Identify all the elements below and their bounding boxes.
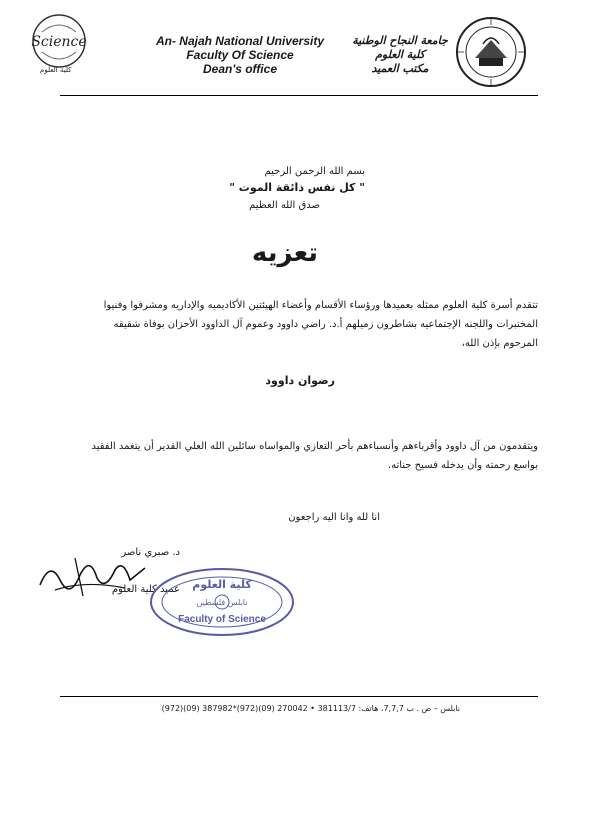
science-logo-word: Science xyxy=(31,34,87,50)
stamp-bottom-text: Faculty of Science xyxy=(178,614,266,625)
faculty-stamp-icon xyxy=(148,566,296,638)
office-name-ar: مكتب العميد xyxy=(371,62,429,75)
header-divider xyxy=(60,95,538,96)
stamp-middle-text: نابلس فلسطين xyxy=(196,598,248,607)
quran-verse: " كل نفس ذائقة الموت " xyxy=(229,181,365,194)
closing-phrase: انا لله وانا اليه راجعون xyxy=(288,512,380,523)
science-logo-icon xyxy=(30,12,88,70)
condolence-paragraph-2: ويتقدمون من آل داوود وأقرباءهم وأنسباءهم بأحر التعازي والمواساه سائلين الله العلي القدير أن يتغمد الفقيد بواسع رحمته وأن يدخله فسيح جناته. xyxy=(91,441,538,471)
footer-divider xyxy=(60,696,538,697)
signer-name: د. صبري ناصر xyxy=(121,547,180,558)
footer-contact: نابلس – ص . ب 7,7,7، هاتف: 381113/7 • 270042 (09)(972)*387982 (09)(972) xyxy=(161,704,460,713)
basmala: بسم الله الرحمن الرحيم xyxy=(264,166,365,177)
condolence-paragraph-1: تتقدم أسرة كلية العلوم ممثله بعميدها ورؤساء الأقسام وأعضاء الهيئتين الأكاديميه والإداريه ومشرفوا وفنيوا المختبرات واللجنه الإجتماعيه بشاطرون زميلهم أ.د. راضي داوود وعموم آل الداوود الأحزان بوفاة شقيقه المرحوم بإذن الله، xyxy=(103,300,538,349)
signer-title: عميد كلية العلوم xyxy=(111,584,180,595)
office-name-en: Dean's office xyxy=(203,62,277,76)
logo-caption: كلية العلوم xyxy=(40,66,72,74)
university-name-ar: جامعة النجاح الوطنية xyxy=(352,34,448,47)
faculty-name-en: Faculty Of Science xyxy=(186,48,294,62)
faculty-name-ar: كلية العلوم xyxy=(375,48,425,61)
header-arabic xyxy=(345,34,455,76)
verse-attribution: صدق الله العظيم xyxy=(249,200,320,211)
page-title: تعزيه xyxy=(251,238,319,268)
university-seal-icon xyxy=(453,14,529,90)
university-name-en: An- Najah National University xyxy=(155,34,325,48)
deceased-name: رضوان داوود xyxy=(265,374,335,387)
header-english xyxy=(150,34,330,76)
stamp-top-text: كلية العلوم xyxy=(192,578,252,591)
